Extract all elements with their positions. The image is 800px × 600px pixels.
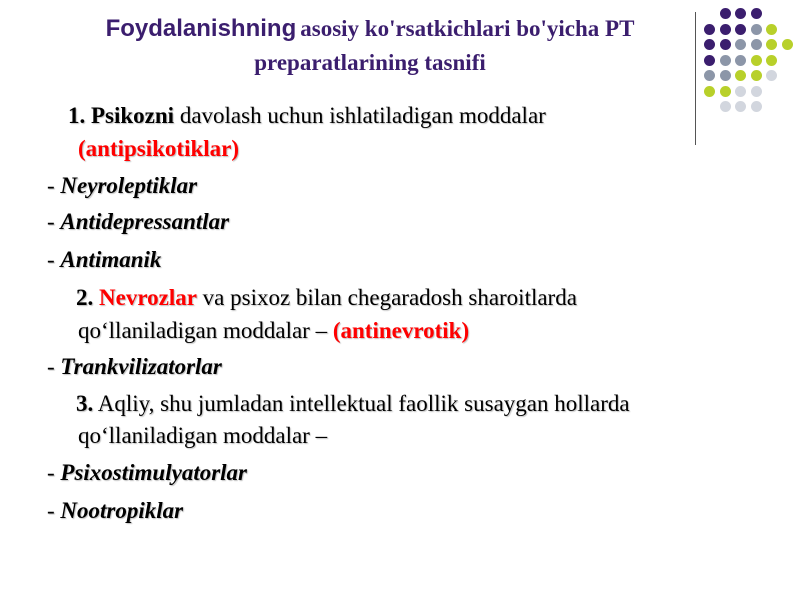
decorative-dot [766,24,777,35]
item-3-text: Aqliy, shu jumladan intellektual faollik susaygan hollarda [97,391,630,416]
item-1-keyword: Psikozni [91,103,175,128]
sub-item-text: Trankvilizatorlar [60,354,222,379]
sub-item-text: Psixostimulyatorlar [60,460,248,485]
sub-item-trankvilizatorlar [47,351,222,383]
decorative-dot [720,70,731,81]
item-3-line [76,388,630,420]
item-2-keyword: Nevrozlar [99,285,197,310]
decorative-dot [766,55,777,66]
decorative-dot [751,101,762,112]
item-2-text: va psixoz bilan chegaradosh sharoitlarda [202,285,577,310]
decorative-dot [751,86,762,97]
decorative-dot [704,70,715,81]
decorative-dot [735,24,746,35]
dash: - [47,173,55,198]
dash: - [47,498,55,523]
item-2-number: 2. [76,285,94,310]
decorative-dot [735,55,746,66]
decorative-dot [782,39,793,50]
decorative-dot [704,24,715,35]
sub-item-text: Neyroleptiklar [60,173,198,198]
decorative-dot-grid [704,8,794,132]
decorative-dot [751,8,762,19]
dash: - [47,460,55,485]
decorative-dot [720,86,731,97]
decorative-dot [720,101,731,112]
decorative-dot [735,39,746,50]
sub-item-psixostimulyatorlar [47,457,247,489]
title-line2: preparatlarining tasnifi [254,50,486,75]
title-part1: Foydalanishning [105,15,297,42]
item-3-line2 [78,420,327,452]
decorative-dot [720,8,731,19]
item-3-text-2: qo‘llaniladigan moddalar – [78,423,328,448]
decorative-dot [751,55,762,66]
dash: - [47,247,55,272]
decorative-dot [720,24,731,35]
sub-item-text: Antimanik [60,247,162,272]
decorative-dot [766,39,777,50]
item-2-line [76,282,577,314]
decorative-dot [720,39,731,50]
decorative-divider [695,12,696,145]
decorative-dot [704,39,715,50]
sub-item-neyroleptiklar [47,170,197,202]
decorative-dot [735,8,746,19]
item-1-number: 1. [68,103,86,128]
sub-item-antidepressantlar [47,206,229,238]
decorative-dot [751,39,762,50]
decorative-dot [735,70,746,81]
item-1-text: davolash uchun ishlatiladigan moddalar [179,103,546,128]
sub-item-text: Nootropiklar [60,498,184,523]
slide-title [40,13,700,78]
decorative-dot [766,70,777,81]
decorative-dot [735,86,746,97]
decorative-dot [704,86,715,97]
dash: - [47,209,55,234]
title-part2: asosiy ko'rsatkichlari bo'yicha PT [300,16,635,41]
decorative-dot [735,101,746,112]
decorative-dot [704,55,715,66]
item-2-category: (antinevrotik) [332,318,470,343]
sub-item-text: Antidepressantlar [60,209,230,234]
item-2-text-2: qo‘llaniladigan moddalar – [78,318,328,343]
item-1-line2 [78,133,239,165]
sub-item-antimanik [47,244,161,276]
sub-item-nootropiklar [47,495,183,527]
item-1-category: (antipsikotiklar) [78,136,240,161]
decorative-dot [720,55,731,66]
item-3-number: 3. [76,391,94,416]
item-1-line [68,100,546,132]
decorative-dot [751,70,762,81]
dash: - [47,354,55,379]
item-2-line2 [78,315,469,347]
decorative-dot [751,24,762,35]
